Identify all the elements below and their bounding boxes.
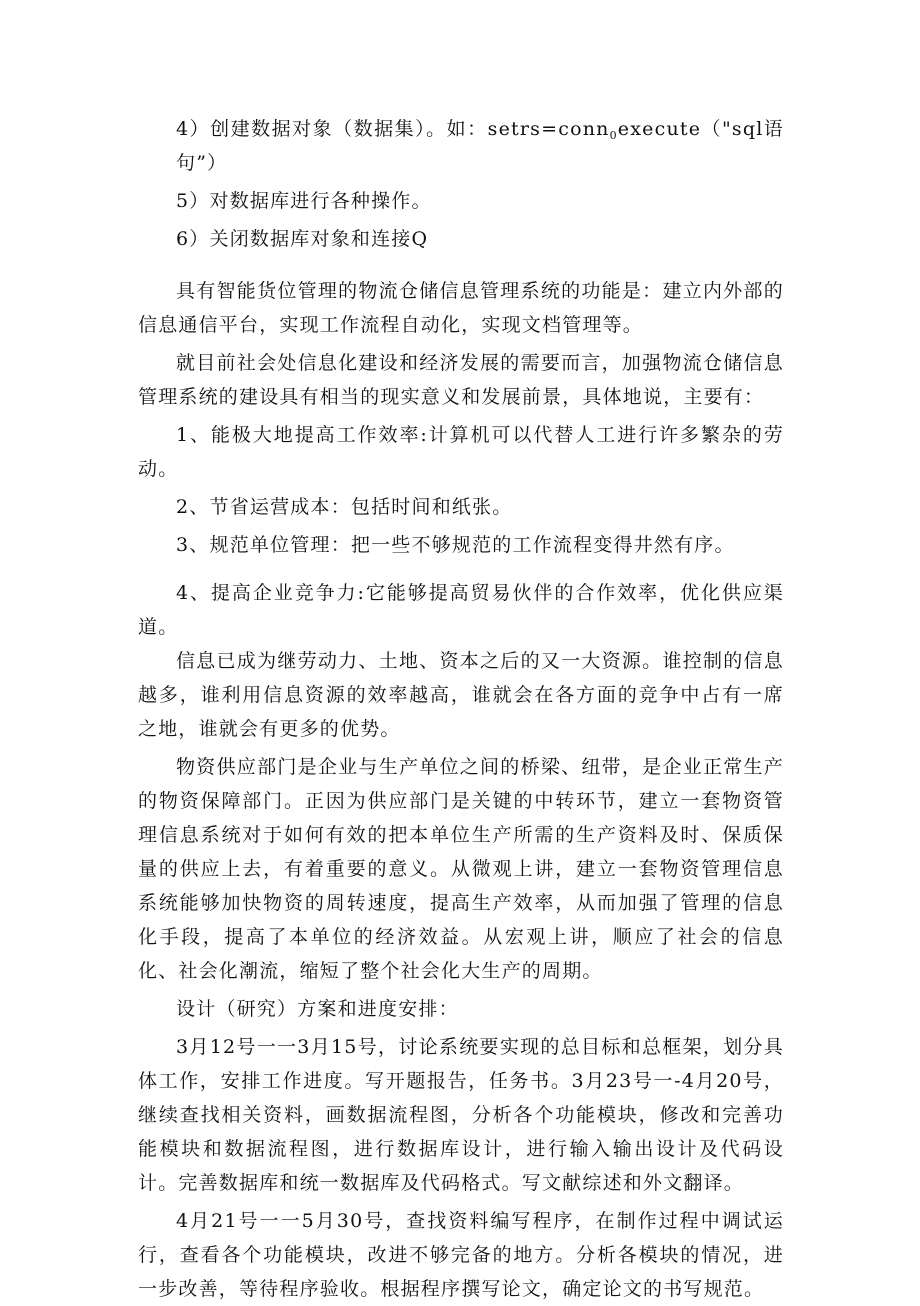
benefit-3-line: 3、规范单位管理：把一些不够规范的工作流程变得井然有序。 — [176, 534, 735, 556]
schedule-paragraph-1: 3月12号一一3月15号，讨论系统要实现的总目标和总框架，划分具体工作，安排工作进度。写开题报告，任务书。3月23号一-4月20号，继续查找相关资料，画数据流程图，分析各个功能模块，修改和完善功能模块和数据流程图，进行数据库设计，进行输入输出设计及代码设计。完善数据库和统一数据库及代码格式。写文献综述和外文翻译。 — [138, 1036, 784, 1194]
document-body — [138, 112, 784, 1306]
benefit-1-line: 1、能极大地提高工作效率:计算机可以代替人工进行许多繁杂的劳动。 — [138, 424, 784, 480]
step-4-subscript: 0 — [609, 129, 618, 142]
supply-department-paragraph: 物资供应部门是企业与生产单位之间的桥梁、纽带，是企业正常生产的物资保障部门。正因为供应部门是关键的中转环节，建立一套物资管理信息系统对于如何有效的把本单位生产所需的生产资料及时、保质保量的供应上去，有着重要的意义。从微观上讲，建立一套物资管理信息系统能够加快物资的周转速度，提高生产效率，从而加强了管理的信息化手段，提高了本单位的经济效益。从宏观上讲，顺应了社会的信息化、社会化潮流，缩短了整个社会化大生产的周期。 — [138, 756, 784, 982]
step-4-text: 4）创建数据对象（数据集）。如：setrs=conn — [176, 118, 610, 140]
step-6-line: 6）关闭数据库对象和连接Q — [176, 228, 429, 250]
benefit-4-line: 4、提高企业竞争力:它能够提高贸易伙伴的合作效率，优化供应渠道。 — [138, 582, 784, 638]
info-resource-paragraph: 信息已成为继劳动力、土地、资本之后的又一大资源。谁控制的信息越多，谁利用信息资源的效率越高，谁就会在各方面的竞争中占有一席之地，谁就会有更多的优势。 — [138, 650, 784, 740]
step-5-line: 5）对数据库进行各种操作。 — [176, 190, 432, 212]
schedule-paragraph-2: 4月21号一一5月30号，查找资料编写程序，在制作过程中调试运行，查看各个功能模块，改进不够完备的地方。分析各模块的情况，进一步改善，等待程序验收。根据程序撰写论文，确定论文的书写规范。 — [138, 1210, 784, 1300]
plan-heading: 设计（研究）方案和进度安排： — [176, 998, 459, 1020]
step-4-line — [138, 112, 784, 180]
function-paragraph: 具有智能货位管理的物流仓储信息管理系统的功能是：建立内外部的信息通信平台，实现工作流程自动化，实现文档管理等。 — [138, 280, 784, 336]
benefit-2-line: 2、节省运营成本：包括时间和纸张。 — [176, 496, 513, 518]
significance-paragraph: 就目前社会处信息化建设和经济发展的需要而言，加强物流仓储信息管理系统的建设具有相当的现实意义和发展前景，具体地说，主要有： — [138, 352, 784, 408]
step-4-text-suffix: execute（"sql语句”） — [176, 118, 784, 174]
